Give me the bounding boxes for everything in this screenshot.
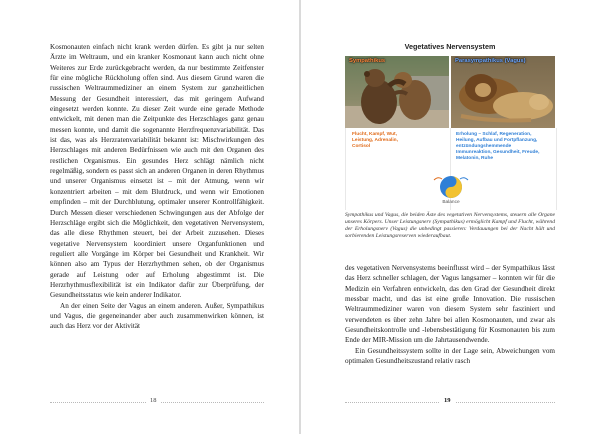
lions-sleeping-image xyxy=(451,56,555,128)
yin-yang-balance-icon xyxy=(432,174,470,200)
left-page-number: 18 xyxy=(146,397,161,405)
left-paragraph-1: Kosmonauten einfach nicht krank werden dürfen. Es gibt ja nur selten Ärzte im Weltraum, und ein kranker Kosmonaut kann auch nicht ohne Weiteres zur Erde zurückgebracht werden, da nur bestimmte Zeitfenster für eine mögliche Rückholung offen sind. Aus diesem Grund waren die russischen Weltraummediziner an einem System zur ganzheitlichen Messung der Gesundheit interessiert, das mit geringem Aufwand eingesetzt werden konnte. Zu dieser Zeit wurde eine gerade Methode entwickelt, mit denen man die Zeitpunkte des Herzschlages ganz genau messen konnte, und damit die sogenannte Herzfrequenzvariabilität. Das ist das, was als Herzratenvariabilität bekannt ist: Mischwirkungen des Herzschlages mit anderen Bedürfnissen wie auch mit den Organen des restlichen Organismus. Ein gesundes Herz schlägt nämlich nicht regelmäßig, sondern es passt sich an anderen Organen in deren Rhythmus und unserer Organismus einsetzt ist – mit der Atmung, wenn wir konzentriert arbeiten – mit dem Blutdruck, und wenn wir Emotionen empfinden – mit der Durchblutung, optimaler unserer Kontrollfähigkeit. Durch Messen dieser verschiedenen Schwingungen aus der Abfolge der Herzschläge ergibt sich die Möglichkeit, den vegetativen Nervensystem, das alle diese Rhythmen steuert, bei der Arbeit zuzusehen. Dieses vegetative Nervensystem koordiniert unsere Organfunktionen und reguliert alle Vorgänge im Körper bei Gesundheit und Krankheit. Wir können also am Typus der Herzrhythmen sehen, ob der Organismus gerade auf Leistung oder auf Erholung abgestimmt ist. Die Herzrhythmusflexibilität ist ein Indikator dafür zur Überprüfung, der Gesundheitsstatus wie kein anderer Indikator. xyxy=(50,43,264,300)
sympathikus-label: Sympathikus xyxy=(349,58,386,64)
parasympathikus-label: Parasympathikus (Vagus) xyxy=(455,58,526,64)
right-page xyxy=(301,0,600,434)
balance-label: Balance xyxy=(442,200,460,205)
sympathikus-effects: Flucht, Kampf, Wut, Leistung, Adrenalin, Cortisol xyxy=(352,132,398,149)
left-page-text xyxy=(50,42,264,394)
parasympathikus-effects: Erholung – Schlaf, Regeneration, Heilung, Aufbau und Fortpflanzung, entzündungshemmende Immunreaktion, Gesundheit, Freude, Melatonin, Ruhe xyxy=(456,132,540,161)
left-paragraph-2: An der einen Seite der Vagus an einem anderen. Außer, Sympathikus und Vagus, die gegeneinander aber auch zusammenwirken können, ist auch das Herz vor der Aktivität xyxy=(50,301,264,331)
right-paragraph-2: Ein Gesundheitssystem sollte in der Lage sein, Abweichungen vom optimalen Gesundheitszustand relativ rasch xyxy=(345,346,555,366)
right-paragraph-1: des vegetativen Nervensystems beeinflusst wird – der Sympathikus lässt das Herz schneller schlagen, der Vagus langsamer – konnten wir für die Medizin ein Verfahren entwickeln, das den Grad der Gesundheit direkt messbar macht, und das ist eine große Innovation. Die russischen Weltraummediziner waren von diesem System sehr fasziniert und verwendeten es über zehn Jahre bei allen Kosmonauten, und zwar als Gesundheitskontrolle und -lebensbestätigung für Kosmonauten bis zum Ende der MIR-Mission um die Jahrtausendwende. xyxy=(345,264,555,345)
right-page-text xyxy=(345,263,555,387)
lions-sleeping-photo xyxy=(451,56,555,128)
left-page xyxy=(0,0,299,434)
right-page-number: 19 xyxy=(440,397,455,405)
bears-fighting-image xyxy=(345,56,449,128)
balance-diagram xyxy=(345,128,557,210)
bears-fighting-photo xyxy=(345,56,449,128)
figure-title: Vegetatives Nervensystem xyxy=(404,42,496,51)
figure-caption: Sympathikus und Vagus, die beiden Äste des vegetativen Nervensystems, steuern alle Organe unseres Körpers. Unser Leistungsnerv (Sympathikus) ermöglicht Kampf und Flucht, während der Erholungsnerv (Vagus) die unbedingt passieren: Verdauungen bei der Nacht hält und sorbierenden Leistungsreserven wiederaufbaut. xyxy=(345,212,555,240)
nervous-system-figure xyxy=(345,42,555,218)
